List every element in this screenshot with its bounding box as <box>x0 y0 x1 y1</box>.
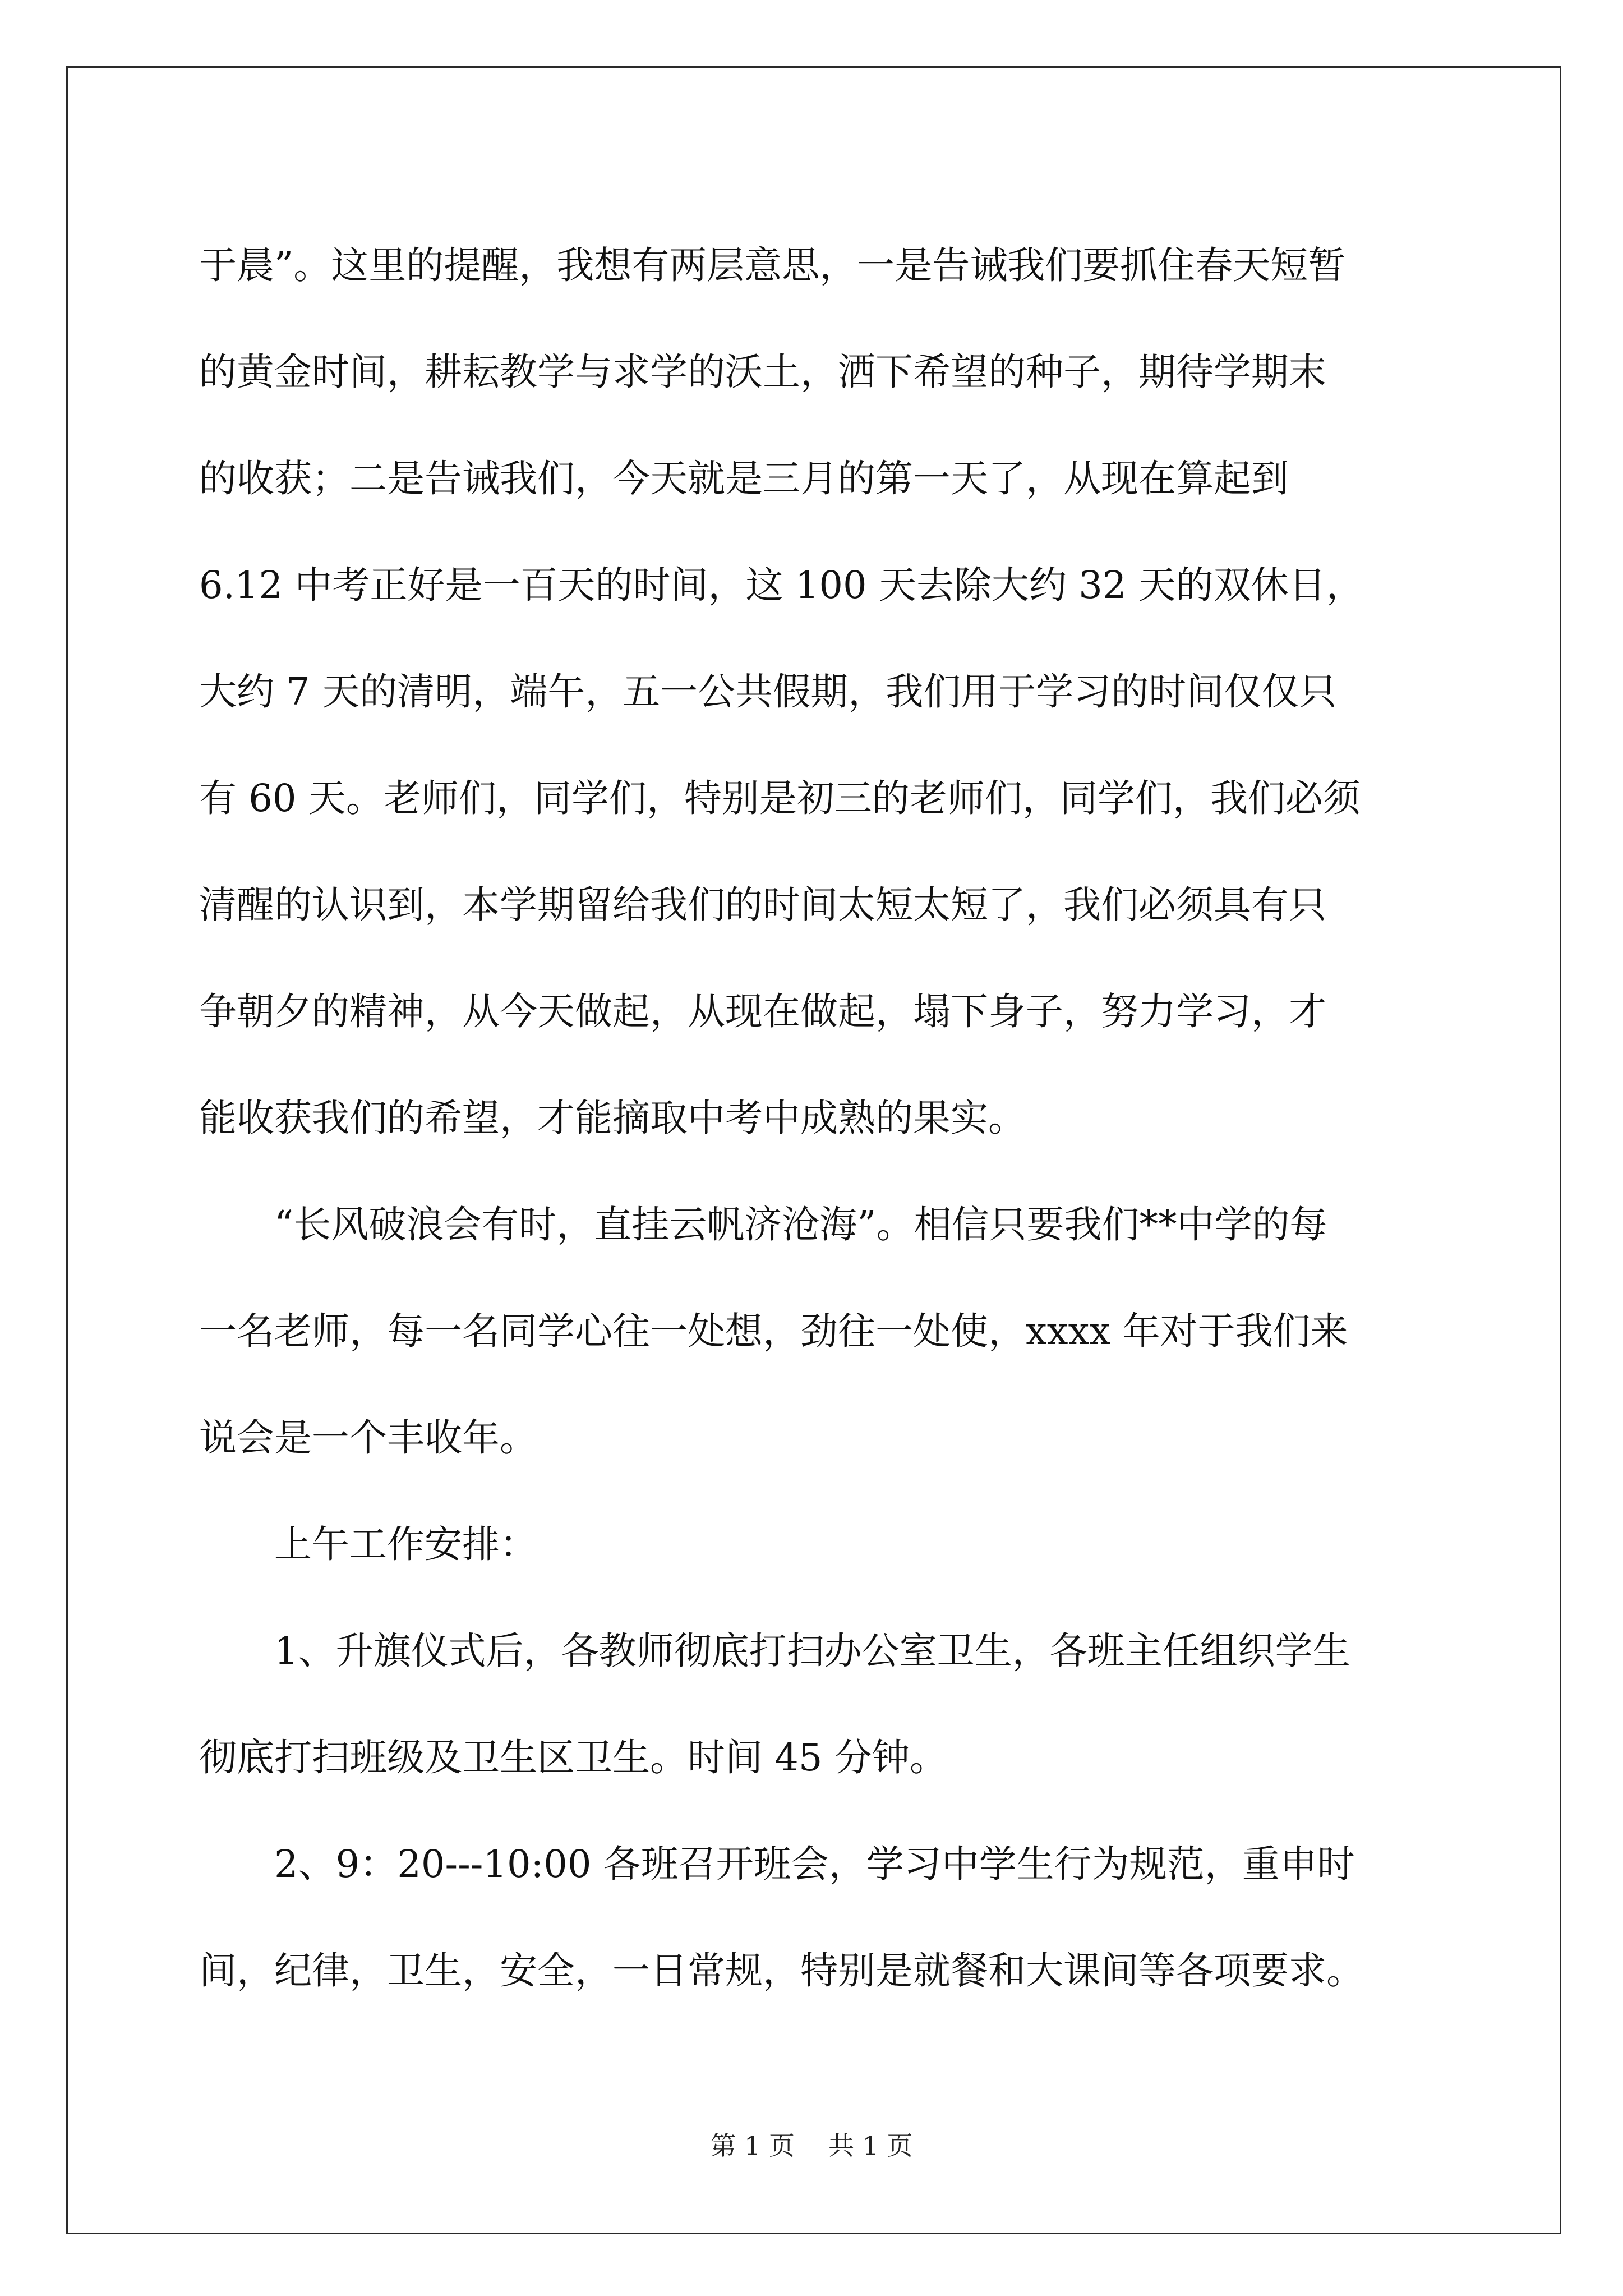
text-line: “长风破浪会有时，直挂云帆济沧海”。相信只要我们**中学的每 <box>274 1203 1327 1246</box>
text-line: 于晨”。这里的提醒，我想有两层意思，一是告诫我们要抓住春天短暂 <box>199 243 1346 287</box>
text-line: 1、升旗仪式后，各教师彻底打扫办公室卫生，各班主任组织学生 <box>274 1629 1350 1673</box>
text-line: 间，纪律，卫生，安全，一日常规，特别是就餐和大课间等各项要求。 <box>199 1949 1364 1993</box>
text-line: 的黄金时间，耕耘教学与求学的沃土，洒下希望的种子，期待学期末 <box>199 350 1326 394</box>
text-line: 能收获我们的希望，才能摘取中考中成熟的果实。 <box>199 1096 1026 1140</box>
text-line: 说会是一个丰收年。 <box>199 1416 537 1460</box>
document-body <box>199 212 1428 2024</box>
page-footer <box>0 2129 1623 2162</box>
page-count: 共 1 页 <box>828 2131 913 2161</box>
text-line: 清醒的认识到，本学期留给我们的时间太短太短了，我们必须具有只 <box>199 883 1326 927</box>
text-line: 有 60 天。老师们，同学们，特别是初三的老师们，同学们，我们必须 <box>199 776 1361 820</box>
page-number: 第 1 页 <box>710 2131 795 2161</box>
text-line: 一名老师，每一名同学心往一处想，劲往一处使，xxxx 年对于我们来 <box>199 1309 1348 1353</box>
text-line: 上午工作安排： <box>274 1522 537 1566</box>
text-line: 大约 7 天的清明，端午，五一公共假期，我们用于学习的时间仅仅只 <box>199 670 1337 714</box>
text-line: 争朝夕的精神，从今天做起，从现在做起，塌下身子，努力学习，才 <box>199 990 1326 1033</box>
text-line: 2、9：20---10:00 各班召开班会，学习中学生行为规范，重申时 <box>274 1842 1355 1886</box>
text-line: 的收获；二是告诫我们，今天就是三月的第一天了，从现在算起到 <box>199 457 1289 500</box>
text-line: 彻底打扫班级及卫生区卫生。时间 45 分钟。 <box>199 1736 947 1779</box>
text-line: 6.12 中考正好是一百天的时间，这 100 天去除大约 32 天的双休日， <box>199 563 1364 607</box>
